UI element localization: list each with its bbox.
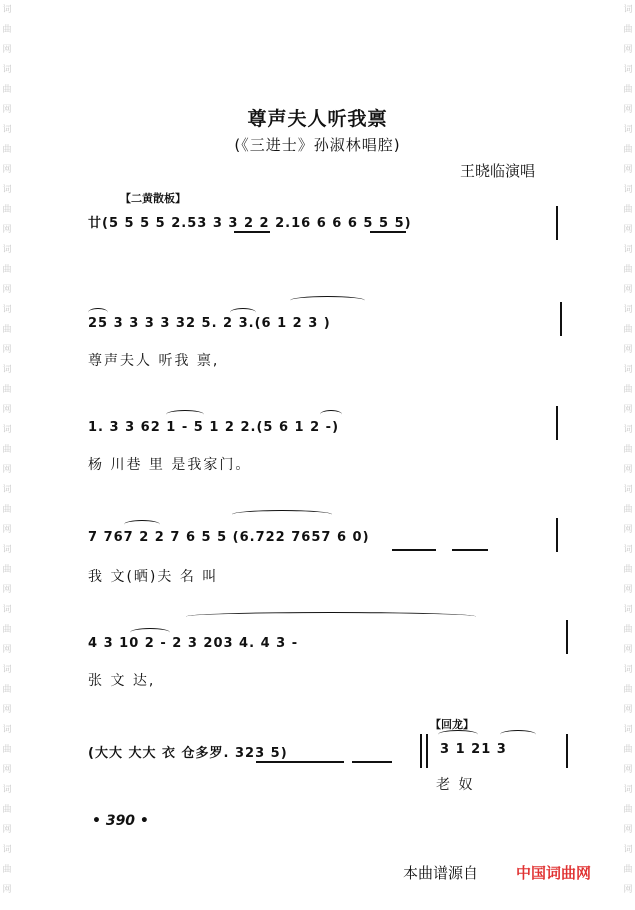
watermark-char: 曲 bbox=[623, 265, 633, 275]
watermark-char: 曲 bbox=[623, 445, 633, 455]
watermark-char: 网 bbox=[623, 765, 633, 775]
slur bbox=[124, 520, 160, 529]
watermark-char: 曲 bbox=[623, 505, 633, 515]
watermark-char: 词 bbox=[2, 65, 12, 75]
watermark-char: 网 bbox=[2, 225, 12, 235]
slur bbox=[320, 410, 342, 419]
watermark-char: 词 bbox=[623, 185, 633, 195]
watermark-char: 曲 bbox=[623, 865, 633, 875]
watermark-char: 网 bbox=[623, 885, 633, 895]
watermark-char: 词 bbox=[2, 5, 12, 15]
watermark-char: 词 bbox=[2, 545, 12, 555]
beam-underline bbox=[392, 549, 436, 551]
watermark-char: 曲 bbox=[2, 625, 12, 635]
watermark-char: 词 bbox=[2, 725, 12, 735]
barline bbox=[426, 734, 428, 768]
watermark-char: 词 bbox=[623, 65, 633, 75]
watermark-char: 词 bbox=[623, 365, 633, 375]
watermark-char: 词 bbox=[2, 365, 12, 375]
watermark-char: 曲 bbox=[2, 805, 12, 815]
watermark-char: 网 bbox=[623, 705, 633, 715]
slur bbox=[230, 308, 256, 317]
mode-tag: 【二黄散板】 bbox=[120, 192, 186, 205]
watermark-char: 网 bbox=[623, 345, 633, 355]
watermark-char: 网 bbox=[2, 45, 12, 55]
watermark-char: 曲 bbox=[2, 145, 12, 155]
score-row-2-notes: 25 3 3 3 3 32 5. 2 3.(6 1 2 3 ) bbox=[88, 316, 331, 331]
watermark-char: 词 bbox=[2, 785, 12, 795]
watermark-char: 网 bbox=[2, 825, 12, 835]
barline bbox=[420, 734, 422, 768]
watermark-char: 词 bbox=[623, 725, 633, 735]
song-title: 尊声夫人听我禀 bbox=[247, 108, 388, 130]
watermark-char: 网 bbox=[623, 165, 633, 175]
watermark-char: 网 bbox=[623, 825, 633, 835]
slur bbox=[438, 730, 478, 739]
watermark-char: 曲 bbox=[2, 25, 12, 35]
beam-underline bbox=[256, 761, 344, 763]
watermark-char: 网 bbox=[623, 285, 633, 295]
slur bbox=[88, 308, 108, 317]
barline bbox=[566, 620, 568, 654]
watermark-char: 曲 bbox=[2, 685, 12, 695]
watermark-char: 词 bbox=[2, 425, 12, 435]
barline bbox=[556, 518, 558, 552]
watermark-char: 网 bbox=[2, 165, 12, 175]
watermark-char: 网 bbox=[2, 525, 12, 535]
page-number: • 390 • bbox=[92, 813, 149, 829]
watermark-char: 网 bbox=[623, 105, 633, 115]
watermark-char: 曲 bbox=[623, 625, 633, 635]
barline bbox=[560, 302, 562, 336]
watermark-char: 曲 bbox=[2, 865, 12, 875]
watermark-char: 曲 bbox=[2, 445, 12, 455]
watermark-char: 词 bbox=[623, 845, 633, 855]
watermark-char: 网 bbox=[623, 225, 633, 235]
watermark-char: 曲 bbox=[623, 565, 633, 575]
slur bbox=[500, 730, 536, 739]
watermark-char: 网 bbox=[2, 345, 12, 355]
watermark-char: 曲 bbox=[2, 205, 12, 215]
barline bbox=[556, 406, 558, 440]
watermark-char: 词 bbox=[623, 545, 633, 555]
watermark-char: 词 bbox=[623, 485, 633, 495]
watermark-char: 网 bbox=[2, 465, 12, 475]
score-row-4-lyrics: 我 文(晒)夫 名 叫 bbox=[88, 569, 219, 585]
watermark-char: 曲 bbox=[623, 325, 633, 335]
watermark-char: 词 bbox=[623, 125, 633, 135]
watermark-char: 网 bbox=[623, 45, 633, 55]
watermark-char: 曲 bbox=[623, 145, 633, 155]
huilong-lyrics: 老 奴 bbox=[436, 777, 475, 793]
watermark-char: 词 bbox=[2, 185, 12, 195]
beam-underline bbox=[452, 549, 488, 551]
watermark-char: 词 bbox=[623, 605, 633, 615]
huilong-notes: 3 1 21 3 bbox=[440, 742, 507, 757]
watermark-char: 曲 bbox=[2, 385, 12, 395]
watermark-char: 网 bbox=[2, 405, 12, 415]
watermark-char: 曲 bbox=[623, 685, 633, 695]
slur bbox=[186, 612, 476, 621]
watermark-char: 词 bbox=[623, 245, 633, 255]
slur bbox=[130, 628, 170, 637]
watermark-char: 词 bbox=[2, 845, 12, 855]
song-subtitle: (《三进士》孙淑林唱腔) bbox=[234, 136, 401, 154]
score-row-6-notes: (大大 大大 衣 仓多罗. 323 5) bbox=[88, 746, 288, 761]
watermark-char: 词 bbox=[2, 305, 12, 315]
watermark-char: 曲 bbox=[623, 745, 633, 755]
slur bbox=[290, 296, 365, 305]
watermark-char: 曲 bbox=[2, 265, 12, 275]
watermark-char: 网 bbox=[623, 465, 633, 475]
watermark-char: 网 bbox=[2, 765, 12, 775]
score-row-1-notes: 廿(5 5 5 5 2.53 3 3 2 2 2.16 6 6 6 5 5 5) bbox=[88, 216, 412, 231]
watermark-char: 词 bbox=[623, 785, 633, 795]
site-name: 中国词曲网 bbox=[516, 864, 592, 882]
beam-underline bbox=[352, 761, 392, 763]
score-row-4-notes: 7 767 2 2 7 6 5 5 (6.722 7657 6 0) bbox=[88, 530, 370, 545]
watermark-char: 词 bbox=[623, 425, 633, 435]
watermark-char: 词 bbox=[2, 485, 12, 495]
watermark-char: 曲 bbox=[623, 25, 633, 35]
watermark-char: 词 bbox=[623, 305, 633, 315]
watermark-char: 词 bbox=[2, 605, 12, 615]
watermark-char: 曲 bbox=[2, 85, 12, 95]
score-row-3-notes: 1. 3 3 62 1 - 5 1 2 2.(5 6 1 2 -) bbox=[88, 420, 340, 435]
huilong-tag: 【回龙】 bbox=[430, 718, 474, 731]
watermark-char: 词 bbox=[623, 5, 633, 15]
score-row-3-lyrics: 杨 川巷 里 是我家门。 bbox=[88, 457, 252, 473]
watermark-char: 网 bbox=[623, 585, 633, 595]
beam-underline bbox=[370, 231, 406, 233]
watermark-char: 网 bbox=[2, 885, 12, 895]
watermark-char: 网 bbox=[623, 525, 633, 535]
watermark-char: 网 bbox=[2, 585, 12, 595]
slur bbox=[166, 410, 204, 419]
score-row-2-lyrics: 尊声夫人 听我 禀, bbox=[88, 353, 220, 369]
singer-credit: 王晓临演唱 bbox=[460, 162, 536, 180]
slur bbox=[232, 510, 332, 519]
watermark-char: 网 bbox=[2, 705, 12, 715]
watermark-char: 词 bbox=[2, 125, 12, 135]
watermark-char: 词 bbox=[2, 665, 12, 675]
watermark-char: 曲 bbox=[623, 805, 633, 815]
watermark-char: 曲 bbox=[2, 565, 12, 575]
source-note: 本曲谱源自 bbox=[403, 864, 479, 882]
watermark-char: 曲 bbox=[2, 505, 12, 515]
watermark-char: 曲 bbox=[623, 85, 633, 95]
watermark-char: 词 bbox=[2, 245, 12, 255]
watermark-char: 网 bbox=[2, 645, 12, 655]
beam-underline bbox=[234, 231, 270, 233]
watermark-char: 词 bbox=[623, 665, 633, 675]
score-row-5-lyrics: 张 文 达, bbox=[88, 673, 156, 689]
watermark-char: 网 bbox=[2, 285, 12, 295]
barline bbox=[556, 206, 558, 240]
score-row-5-notes: 4 3 10 2 - 2 3 203 4. 4 3 - bbox=[88, 636, 299, 651]
watermark-char: 曲 bbox=[2, 745, 12, 755]
watermark-char: 网 bbox=[2, 105, 12, 115]
watermark-char: 网 bbox=[623, 645, 633, 655]
watermark-char: 曲 bbox=[2, 325, 12, 335]
watermark-char: 网 bbox=[623, 405, 633, 415]
watermark-char: 曲 bbox=[623, 385, 633, 395]
watermark-char: 曲 bbox=[623, 205, 633, 215]
barline bbox=[566, 734, 568, 768]
